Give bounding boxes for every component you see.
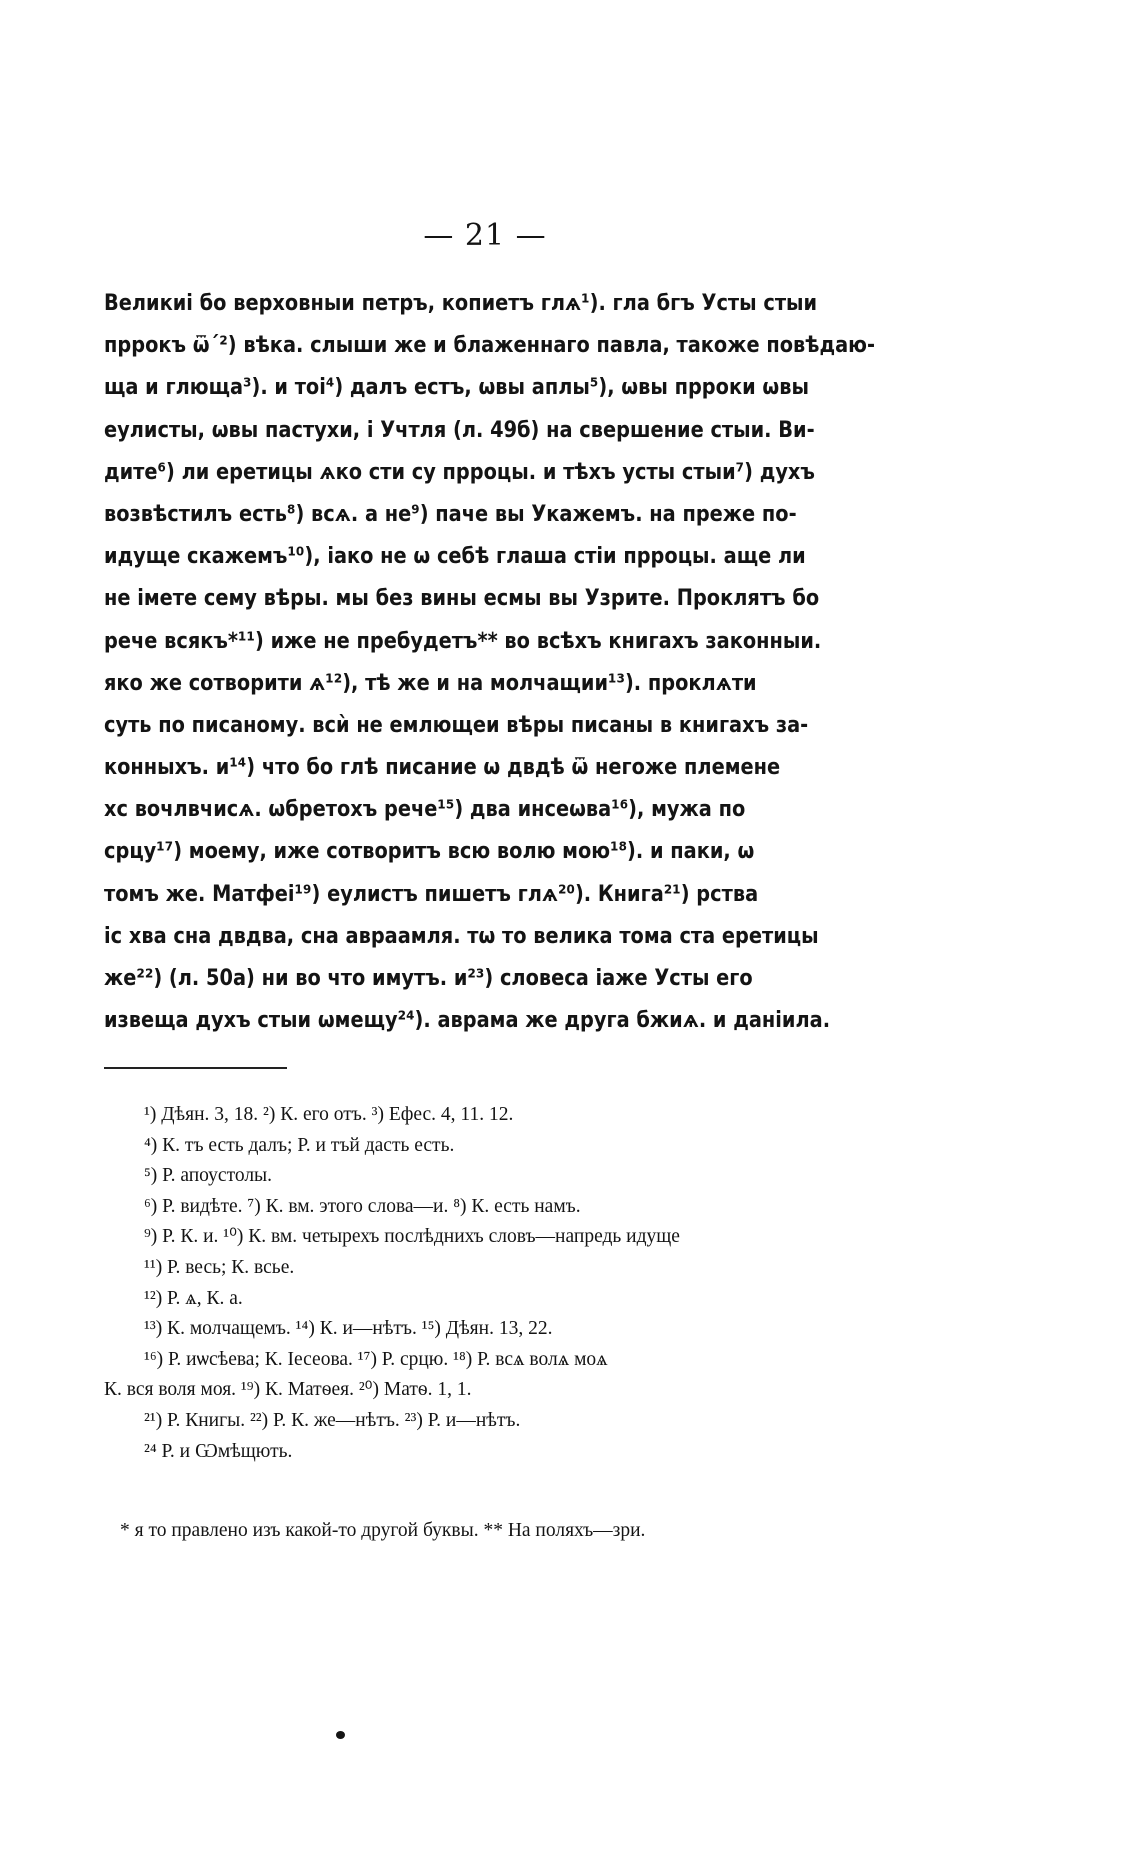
footnote-line: ¹¹) Р. весь; К. всье. [144,1256,295,1278]
main-text-block [104,282,876,1041]
footnotes-block [104,1100,884,1467]
main-text-line: томъ же. Матфеі¹⁹) еулистъ пишетъ глѧ²⁰). Книга²¹) рства [104,880,759,907]
footnote-line: ¹⁶) Р. иѡсѣева; К. Іесеова. ¹⁷) Р. срцю. ¹⁸) Р. всѧ волѧ моѧ [144,1348,608,1370]
footnote-line: ²¹) Р. Книгы. ²²) Р. К. же—нѣтъ. ²³) Р. и—нѣтъ. [144,1409,521,1431]
main-text-line: іс хва сна двдва, сна авраамля. тѡ то велика тома ста еретицы [104,922,819,949]
main-text-line: конныхъ. и¹⁴) что бо глѣ писание ѡ двдѣ ѿ негоже племене [104,754,781,781]
footnote-line: ¹) Дѣян. 3, 18. ²) К. его отъ. ³) Ефес. 4, 11. 12. [144,1104,514,1125]
main-text-line: еулисты, ѡвы пастухи, і Учтля (л. 49б) на свершение стыи. Ви- [104,416,815,443]
main-text-line: хс вочлвчисѧ. ѡбретохъ рече¹⁵) два инсеѡва¹⁶), мужа по [104,796,746,823]
main-text-line: суть по писаному. всѝ не емлющеи вѣры писаны в книгахъ за- [104,711,809,738]
main-text-line: извеща духъ стыи ѡмещу²⁴). аврама же друга бжиѧ. и даніила. [104,1007,831,1034]
footnote-line: ⁴) К. тъ есть далъ; Р. и тъй дасть есть. [144,1134,455,1156]
editorial-note: * я то правлено изъ какой-то другой буквы. ** На поляхъ—зри. [120,1520,646,1541]
main-text-line: дите⁶) ли еретицы ѧко сти су прроцы. и тѣхъ усты стыи⁷) духъ [104,458,815,485]
main-text-line: возвѣстилъ есть⁸) всѧ. а не⁹) паче вы Укажемъ. на преже по- [104,500,797,527]
main-text-line: ща и глюща³). и тоі⁴) далъ естъ, ѡвы аплы⁵), ѡвы прроки ѡвы [104,374,809,401]
footnote-line: ¹³) К. молчащемъ. ¹⁴) К. и—нѣтъ. ¹⁵) Дѣян. 13, 22. [144,1318,553,1340]
main-text-line: срцу¹⁷) моему, иже сотворитъ всю волю мою¹⁸). и паки, ѡ [104,838,755,865]
page-number: — 21 — [423,218,547,253]
ink-dot [336,1731,345,1739]
footnote-divider [104,1067,287,1069]
main-text-line: Великиі бо верховныи петръ, копиетъ глѧ¹). гла бгъ Усты стыи [104,290,818,316]
footnote-line: К. вся воля моя. ¹⁹) К. Матѳея. ²⁰) Матѳ. 1, 1. [104,1379,472,1401]
main-text-line: яко же сотворити ѧ¹²), тѣ же и на молчащии¹³). проклѧти [104,669,757,696]
footnote-line: ⁵) Р. апоустолы. [144,1165,273,1187]
footnote-line: ⁹) Р. К. и. ¹⁰) К. вм. четырехъ послѣднихъ словъ—напредь идуще [144,1226,680,1248]
main-text-line: идуще скажемъ¹⁰), іако не ѡ себѣ глаша стіи прроцы. аще ли [104,543,806,570]
main-text-line: рече всякъ*¹¹) иже не пребудетъ** во всѣхъ книгахъ законныи. [104,627,822,654]
main-text-line: пррокъ ѿ´²) вѣка. слыши же и блаженнаго павла, такоже повѣдаю- [104,332,876,359]
footnote-line: ²⁴ Р. и Ѡмѣщють. [144,1440,293,1462]
footnote-line: ⁶) Р. видѣте. ⁷) К. вм. этого слова—и. ⁸) К. есть намъ. [144,1195,581,1217]
footnote-line: ¹²) Р. ѧ, К. а. [144,1287,243,1309]
main-text-line: не імете сему вѣры. мы без вины есмы вы Узрите. Проклятъ бо [104,585,820,612]
main-text-line: же²²) (л. 50а) ни во что имутъ. и²³) словеса іаже Усты его [104,965,753,991]
